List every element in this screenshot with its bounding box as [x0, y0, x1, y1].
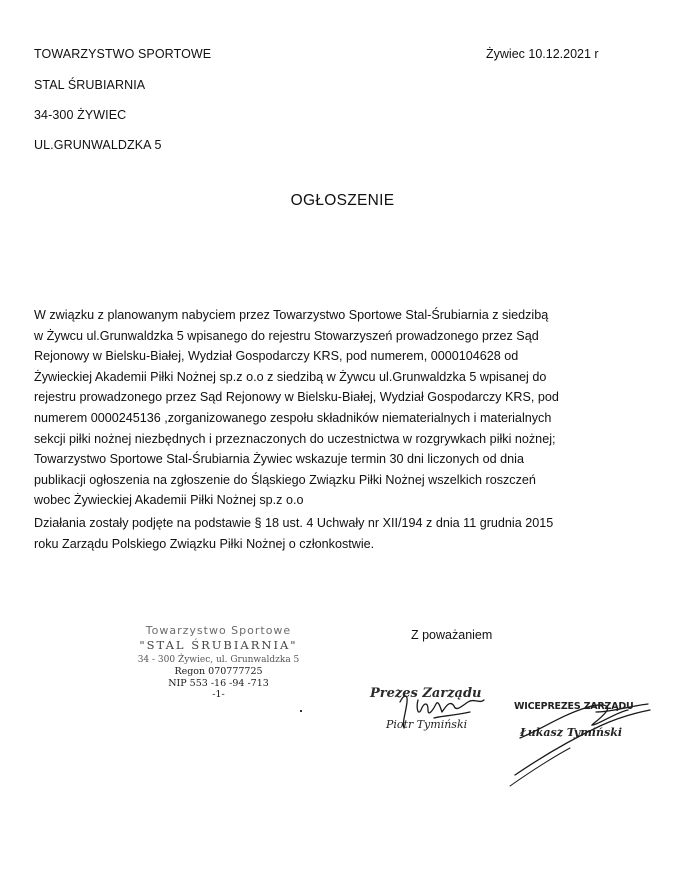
signature-right-scribble: [515, 704, 650, 775]
signature-right-title: WICEPREZES ZARZĄDU: [514, 701, 634, 712]
paragraph-line: Żywieckiej Akademii Piłki Nożnej sp.z o.o z siedzibą w Żywcu ul.Grunwaldzka 5 wpisanej do: [34, 369, 547, 384]
document-date: Żywiec 10.12.2021 r: [486, 47, 599, 61]
paragraph-line: Działania zostały podjęte na podstawie § 18 ust. 4 Uchwały nr XII/194 z dnia 11 grudnia 2015: [34, 516, 554, 530]
paragraph-line: Towarzystwo Sportowe Stal-Śrubiarnia Żywiec wskazuje termin 30 dni liczonych od dnia: [34, 452, 524, 467]
paragraph-line: Rejonowy w Bielsku-Białej, Wydział Gospodarczy KRS, pod numerem, 0000104628 od: [34, 349, 519, 364]
signature-right-name: Łukasz Tymiński: [520, 726, 623, 739]
stamp-line-nip: NIP 553 -16 -94 -713: [168, 678, 269, 689]
paragraph-line: numerem 0000245136 ,zorganizowanego zespołu składników niematerialnych i materialnych: [34, 410, 552, 425]
stamp-line-regon: Regon 070777725: [174, 666, 263, 677]
signature-left-scribble: [400, 696, 484, 728]
stamp-line-address: 34 - 300 Żywiec, ul. Grunwaldzka 5: [137, 655, 300, 665]
paragraph-line: publikacji ogłoszenia na zgłoszenie do Śląskiego Związku Piłki Nożnej wszelkich roszczeń: [34, 472, 536, 487]
paragraph-line: rejestru prowadzonego przez Sąd Rejonowy w Bielsku-Białej, Wydział Gospodarczy KRS, pod: [34, 390, 559, 405]
sender-club-name: STAL ŚRUBIARNIA: [34, 78, 146, 92]
stamp-line-club-name: "STAL ŚRUBIARNIA": [139, 638, 298, 652]
sender-street: UL.GRUNWALDZKA 5: [34, 138, 162, 152]
paragraph-line: sekcji piłki nożnej niezbędnych i przeznaczonych do uczestnictwa w rozgrywkach piłki nożnej;: [34, 431, 556, 446]
paragraph-line: W związku z planowanym nabyciem przez Towarzystwo Sportowe Stal-Śrubiarnia z siedzibą: [34, 308, 549, 322]
paragraph-line: wobec Żywieckiej Akademii Piłki Nożnej sp.z o.o: [34, 493, 304, 508]
stamp-line-organization: Towarzystwo Sportowe: [145, 624, 292, 637]
paragraph-line: roku Zarządu Polskiego Związku Piłki Nożnej o członkostwie.: [34, 536, 375, 551]
sender-postal-city: 34-300 ŻYWIEC: [34, 108, 127, 122]
sender-organization: TOWARZYSTWO SPORTOWE: [34, 47, 212, 61]
paragraph-line: w Żywcu ul.Grunwaldzka 5 wpisanego do rejestru Stowarzyszeń prowadzonego przez Sąd: [34, 328, 539, 343]
signature-left-title: Prezes Zarządu: [370, 686, 482, 701]
signature-right-flourish: [510, 748, 570, 786]
document-title: OGŁOSZENIE: [290, 192, 395, 209]
closing-regards: Z poważaniem: [411, 628, 493, 642]
signature-left-name: Piotr Tymiński: [386, 718, 468, 731]
stamp-line-page-marker: -1-: [212, 689, 225, 700]
